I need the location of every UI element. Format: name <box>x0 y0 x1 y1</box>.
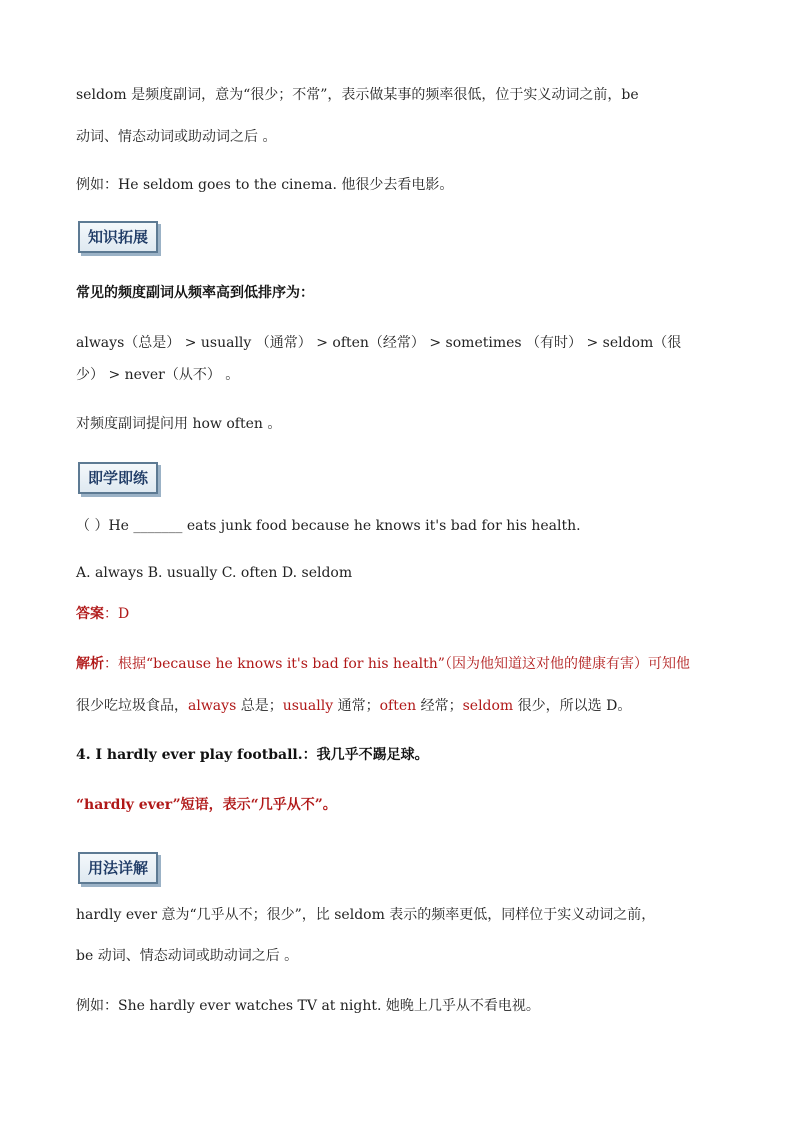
analysis-2b: always <box>188 698 237 714</box>
answer-label: 答案 <box>76 606 104 622</box>
analysis-2c: 总是； <box>236 698 283 714</box>
example2 <box>76 996 726 1016</box>
tag-usage-details: 用法详解 <box>78 852 158 884</box>
analysis-2f: often <box>379 698 417 714</box>
example2-label: 例如： <box>76 998 118 1014</box>
tag-practice: 即学即练 <box>78 462 158 494</box>
para1-line1: seldom 是频度副词，意为“很少；不常”，表示做某事的频率很低，位于实义动词之前，be <box>76 87 639 103</box>
phrase-note: “hardly ever”短语，表示“几乎从不”。 <box>76 797 337 813</box>
question: （ ）He _______ eats junk food because he knows it's bad for his health. <box>76 518 581 534</box>
answer <box>76 604 726 624</box>
freq-heading: 常见的频度副词从频率高到低排序为： <box>76 285 314 301</box>
tag-knowledge-expansion: 知识拓展 <box>78 221 158 253</box>
analysis-line1 <box>76 654 726 674</box>
example1-label: 例如： <box>76 177 118 193</box>
analysis-label: 解析 <box>76 656 104 672</box>
para2-line1: hardly ever 意为“几乎从不；很少”，比 seldom 表示的频率更低，同样位于实义动词之前， <box>76 907 656 923</box>
example1 <box>76 175 726 195</box>
analysis-2i: 很少，所以选 D。 <box>513 698 632 714</box>
analysis-2a: 很少吃垃圾食品， <box>76 698 188 714</box>
section-4-heading: 4. I hardly ever play football.：我几乎不踢足球。 <box>76 747 429 763</box>
freq-line1: always（总是） > usually （通常） > often（经常） > sometimes （有时） > seldom（很 <box>76 335 682 351</box>
analysis-2e: 通常； <box>333 698 380 714</box>
para1-line2: 动词、情态动词或助动词之后 。 <box>76 129 277 145</box>
analysis-text-1: ：根据“because he knows it's bad for his health”（因为他知道这对他的健康有害）可知他 <box>104 656 690 672</box>
para2-line2: be 动词、情态动词或助动词之后 。 <box>76 948 299 964</box>
how-often-line: 对频度副词提问用 how often 。 <box>76 416 282 432</box>
analysis-2g: 经常； <box>416 698 463 714</box>
example1-text: He seldom goes to the cinema. 他很少去看电影。 <box>118 177 454 193</box>
analysis-2h: seldom <box>462 698 514 714</box>
analysis-line2 <box>76 696 726 716</box>
analysis-2d: usually <box>282 698 334 714</box>
freq-line2: 少） > never（从不） 。 <box>76 367 240 383</box>
example2-text: She hardly ever watches TV at night. 她晚上几乎从不看电视。 <box>118 998 540 1014</box>
options: A. always B. usually C. often D. seldom <box>76 565 353 581</box>
answer-text: ：D <box>104 606 130 622</box>
